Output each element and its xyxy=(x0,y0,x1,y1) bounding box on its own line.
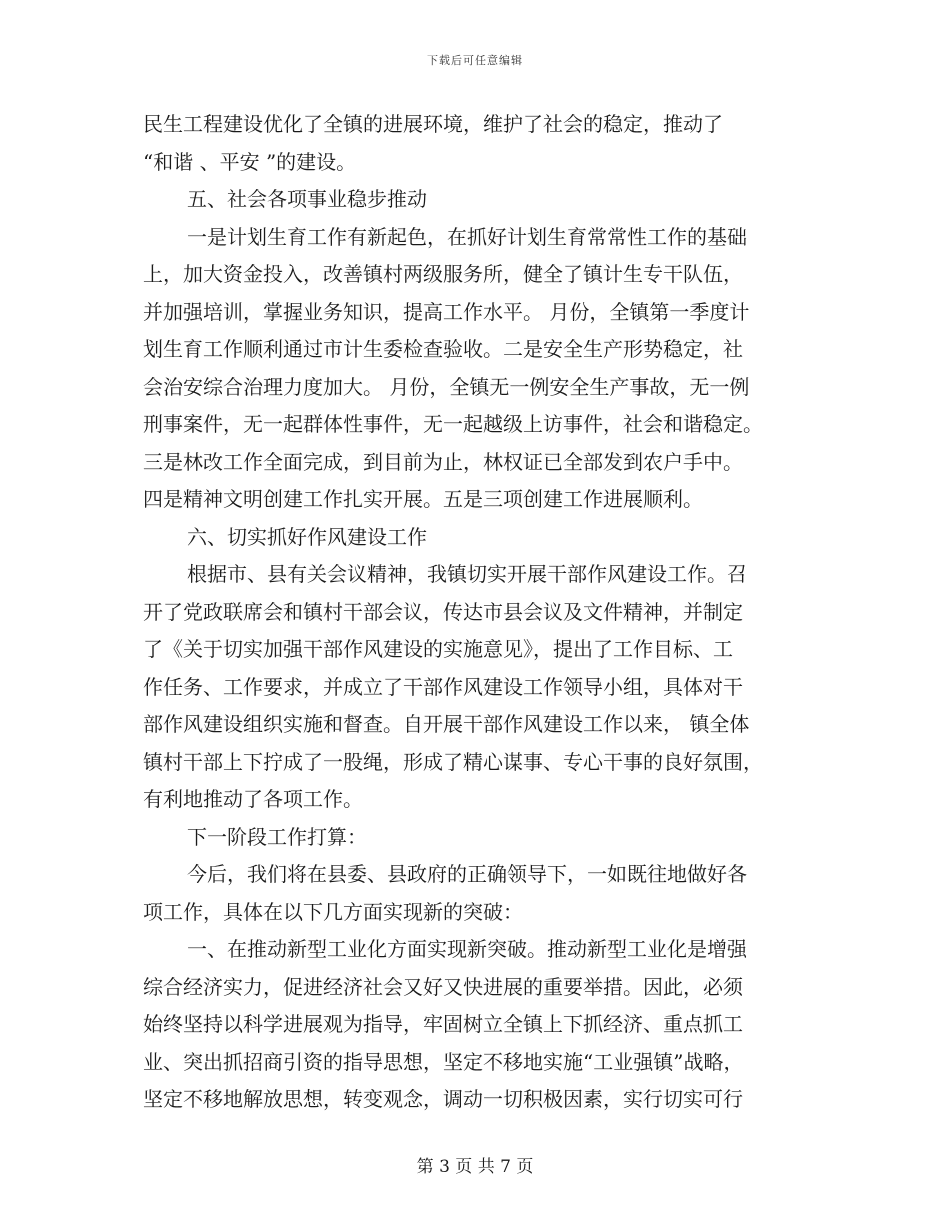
text-line: 项工作，具体在以下几方面实现新的突破： xyxy=(143,899,523,924)
text-line: 民生工程建设优化了全镇的进展环境，维护了社会的稳定，推动了 xyxy=(143,112,723,136)
text-line: 有利地推动了各项工作。 xyxy=(143,787,363,811)
text-line: 刑事案件，无一起群体性事件，无一起越级上访事件，社会和谐稳定。 xyxy=(143,412,763,436)
page-header-note: 下载后可任意编辑 xyxy=(427,54,523,67)
text-line: 一是计划生育工作有新起色，在抓好计划生育常常性工作的基础 xyxy=(187,224,747,249)
text-line: 部作风建设组织实施和督查。自开展干部作风建设工作以来， 镇全体 xyxy=(143,712,750,736)
text-line: “和谐 、平安 ”的建设。 xyxy=(143,149,357,174)
text-line: 始终坚持以科学进展观为指导，牢固树立全镇上下抓经济、重点抓工 xyxy=(143,1012,743,1036)
text-line: 四是精神文明创建工作扎实开展。五是三项创建工作进展顺利。 xyxy=(143,487,703,511)
document-body xyxy=(143,106,808,1119)
text-line: 作任务、工作要求，并成立了干部作风建设工作领导小组，具体对干 xyxy=(143,674,743,699)
text-line: 开了党政联席会和镇村干部会议，传达市县会议及文件精神，并制定 xyxy=(143,599,743,624)
text-line: 根据市、县有关会议精神，我镇切实开展干部作风建设工作。召 xyxy=(187,562,747,586)
section-heading: 五、社会各项事业稳步推动 xyxy=(187,187,427,211)
text-line: 综合经济实力，促进经济社会又好又快进展的重要举措。因此，必须 xyxy=(143,974,743,999)
text-line: 坚定不移地解放思想，转变观念，调动一切积极因素，实行切实可行 xyxy=(143,1087,743,1111)
text-line: 镇村干部上下拧成了一股绳，形成了精心谋事、专心干事的良好氛围， xyxy=(143,749,763,774)
text-line: 一、在推动新型工业化方面实现新突破。推动新型工业化是增强 xyxy=(187,937,747,961)
text-line: 并加强培训，掌握业务知识，提高工作水平。 月份，全镇第一季度计 xyxy=(143,299,750,324)
text-line: 上，加大资金投入，改善镇村两级服务所，健全了镇计生专干队伍， xyxy=(143,262,743,286)
page-number: 第 3 页 共 7 页 xyxy=(416,1157,534,1177)
section-heading: 下一阶段工作打算： xyxy=(187,824,367,849)
text-line: 划生育工作顺利通过市计生委检查验收。二是安全生产形势稳定，社 xyxy=(143,337,743,361)
text-line: 三是林改工作全面完成，到目前为止，林权证已全部发到农户手中。 xyxy=(143,449,743,474)
section-heading: 六、切实抓好作风建设工作 xyxy=(187,524,427,549)
text-line: 今后，我们将在县委、县政府的正确领导下，一如既往地做好各 xyxy=(187,862,747,886)
text-line: 会治安综合治理力度加大。 月份，全镇无一例安全生产事故，无一例 xyxy=(143,374,750,399)
text-line: 了《关于切实加强干部作风建设的实施意见》，提出了工作目标、工 xyxy=(143,637,733,661)
text-line: 业、突出抓招商引资的指导思想，坚定不移地实施“工业强镇”战略， xyxy=(143,1049,744,1074)
